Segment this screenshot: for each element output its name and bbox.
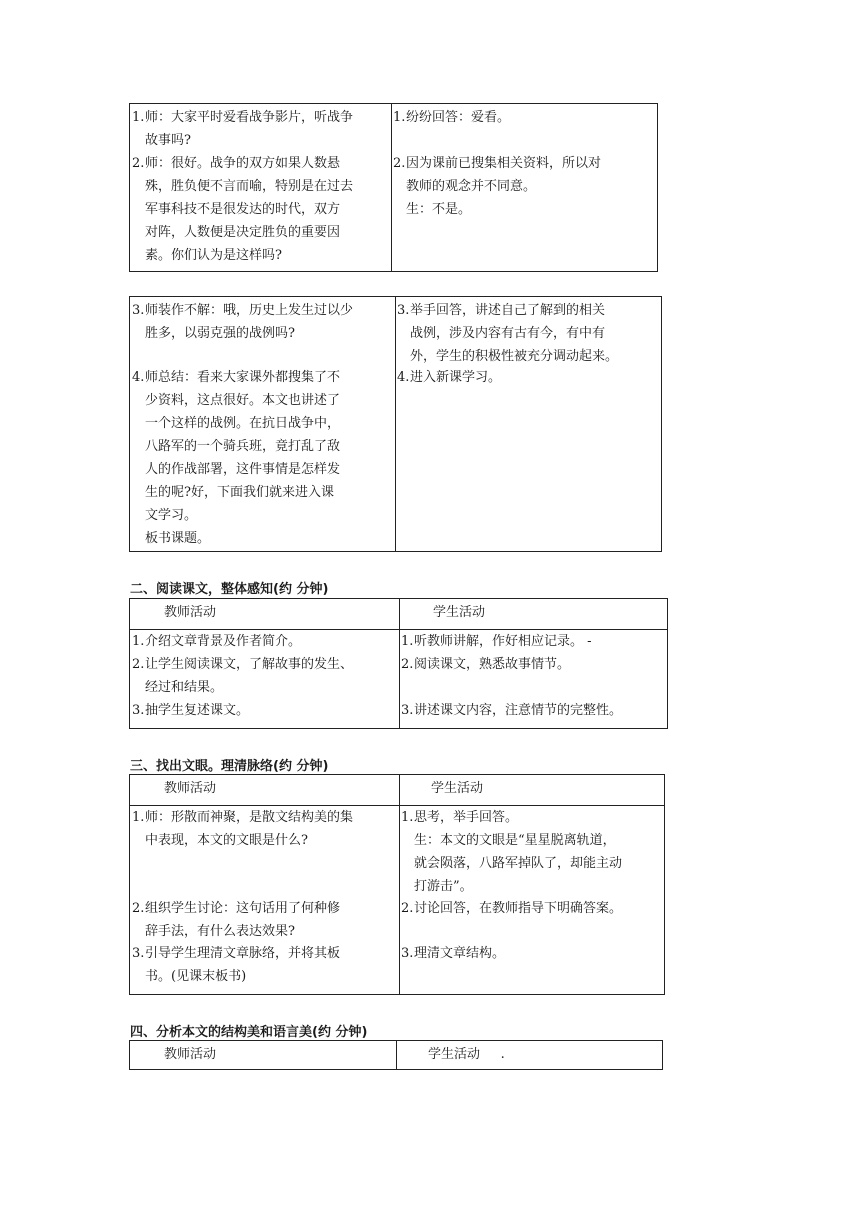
student-item-2: 2. 阅读课文，熟悉故事情节。 xyxy=(401,657,571,672)
teacher-item-2: 2. 组织学生讨论：这句话用了何种修 辞手法，有什么表达效果? xyxy=(132,901,341,939)
student-item-4: 4. 进入新课学习。 xyxy=(397,370,502,385)
student-activity-header: 学生活动 xyxy=(431,781,484,796)
section-heading-4: 四、分析本文的结构美和语言美(约 分钟) xyxy=(130,1025,368,1040)
teacher-item-4: 4. 师总结：看来大家课外都搜集了不 少资料，这点很好。本文也讲述了 一个这样的战例。在抗日战争中， 八路军的一个骑兵班，竟打乱了敌 人的作战部署，这件事情是怎样发 生的呢?好，下面我们就来进入课 文学习。 板书课题。 xyxy=(132,370,341,546)
teacher-item-3: 3. 师装作不解：哦，历史上发生过以少 胜多，以弱克强的战例吗? xyxy=(132,303,354,341)
column-divider xyxy=(391,104,392,271)
student-item-3: 3. 讲述课文内容，注意情节的完整性。 xyxy=(401,703,623,718)
column-divider xyxy=(399,775,400,994)
table-section-4 xyxy=(129,1040,663,1070)
student-item-1: 1. 听教师讲解，作好相应记录。 - xyxy=(401,634,592,649)
section-heading-3: 三、找出文眼。理清脉络(约 分钟) xyxy=(130,759,329,774)
column-divider xyxy=(395,297,396,551)
teacher-item-2: 2. 师：很好。战争的双方如果人数悬 殊，胜负便不言而喻，特别是在过去 军事科技不是很发达的时代，双方 对阵，人数便是决定胜负的重要因 素。你们认为是这样吗? xyxy=(132,156,354,263)
student-activity-header: 学生活动 . xyxy=(428,1047,505,1062)
student-item-1: 1. 纷纷回答：爱看。 xyxy=(393,110,511,125)
teacher-item-3: 3. 引导学生理清文章脉络，并将其板 书。(见课末板书) xyxy=(132,946,341,984)
teacher-activity-header: 教师活动 xyxy=(164,781,217,796)
teacher-item-1: 1. 师：大家平时爱看战争影片，听战争 故事吗? xyxy=(132,110,354,148)
teacher-activity-header: 教师活动 xyxy=(164,1047,217,1062)
table-section-2 xyxy=(129,598,668,729)
student-item-1: 1. 思考，举手回答。 生：本文的文眼是“星星脱离轨道， 就会陨落，八路军掉队了，却能主动 打游击”。 xyxy=(401,810,623,894)
teacher-activity-header: 教师活动 xyxy=(164,605,217,620)
student-item-3: 3. 举手回答，讲述自己了解到的相关 战例，涉及内容有古有今，有中有 外，学生的积极性被充分调动起来。 xyxy=(397,303,619,364)
student-activity-header: 学生活动 xyxy=(433,605,486,620)
column-divider xyxy=(396,1041,397,1069)
section-heading-2: 二、阅读课文，整体感知(约 分钟) xyxy=(130,582,329,597)
teacher-item-3: 3. 抽学生复述课文。 xyxy=(132,703,250,718)
column-divider xyxy=(399,599,400,728)
teacher-item-1: 1. 介绍文章背景及作者简介。 xyxy=(132,634,302,649)
student-item-2: 2. 讨论回答，在教师指导下明确答案。 xyxy=(401,901,623,916)
teacher-item-1: 1. 师：形散而神聚，是散文结构美的集 中表现，本文的文眼是什么? xyxy=(132,810,354,848)
student-item-2: 2. 因为课前已搜集相关资料，所以对 教师的观念并不同意。 生：不是。 xyxy=(393,156,602,217)
table-section-3 xyxy=(129,774,665,995)
table-block-1 xyxy=(129,103,658,272)
table-block-2 xyxy=(129,296,662,552)
student-item-3: 3. 理清文章结构。 xyxy=(401,946,506,961)
teacher-item-2: 2. 让学生阅读课文，了解故事的发生、 经过和结果。 xyxy=(132,657,354,695)
